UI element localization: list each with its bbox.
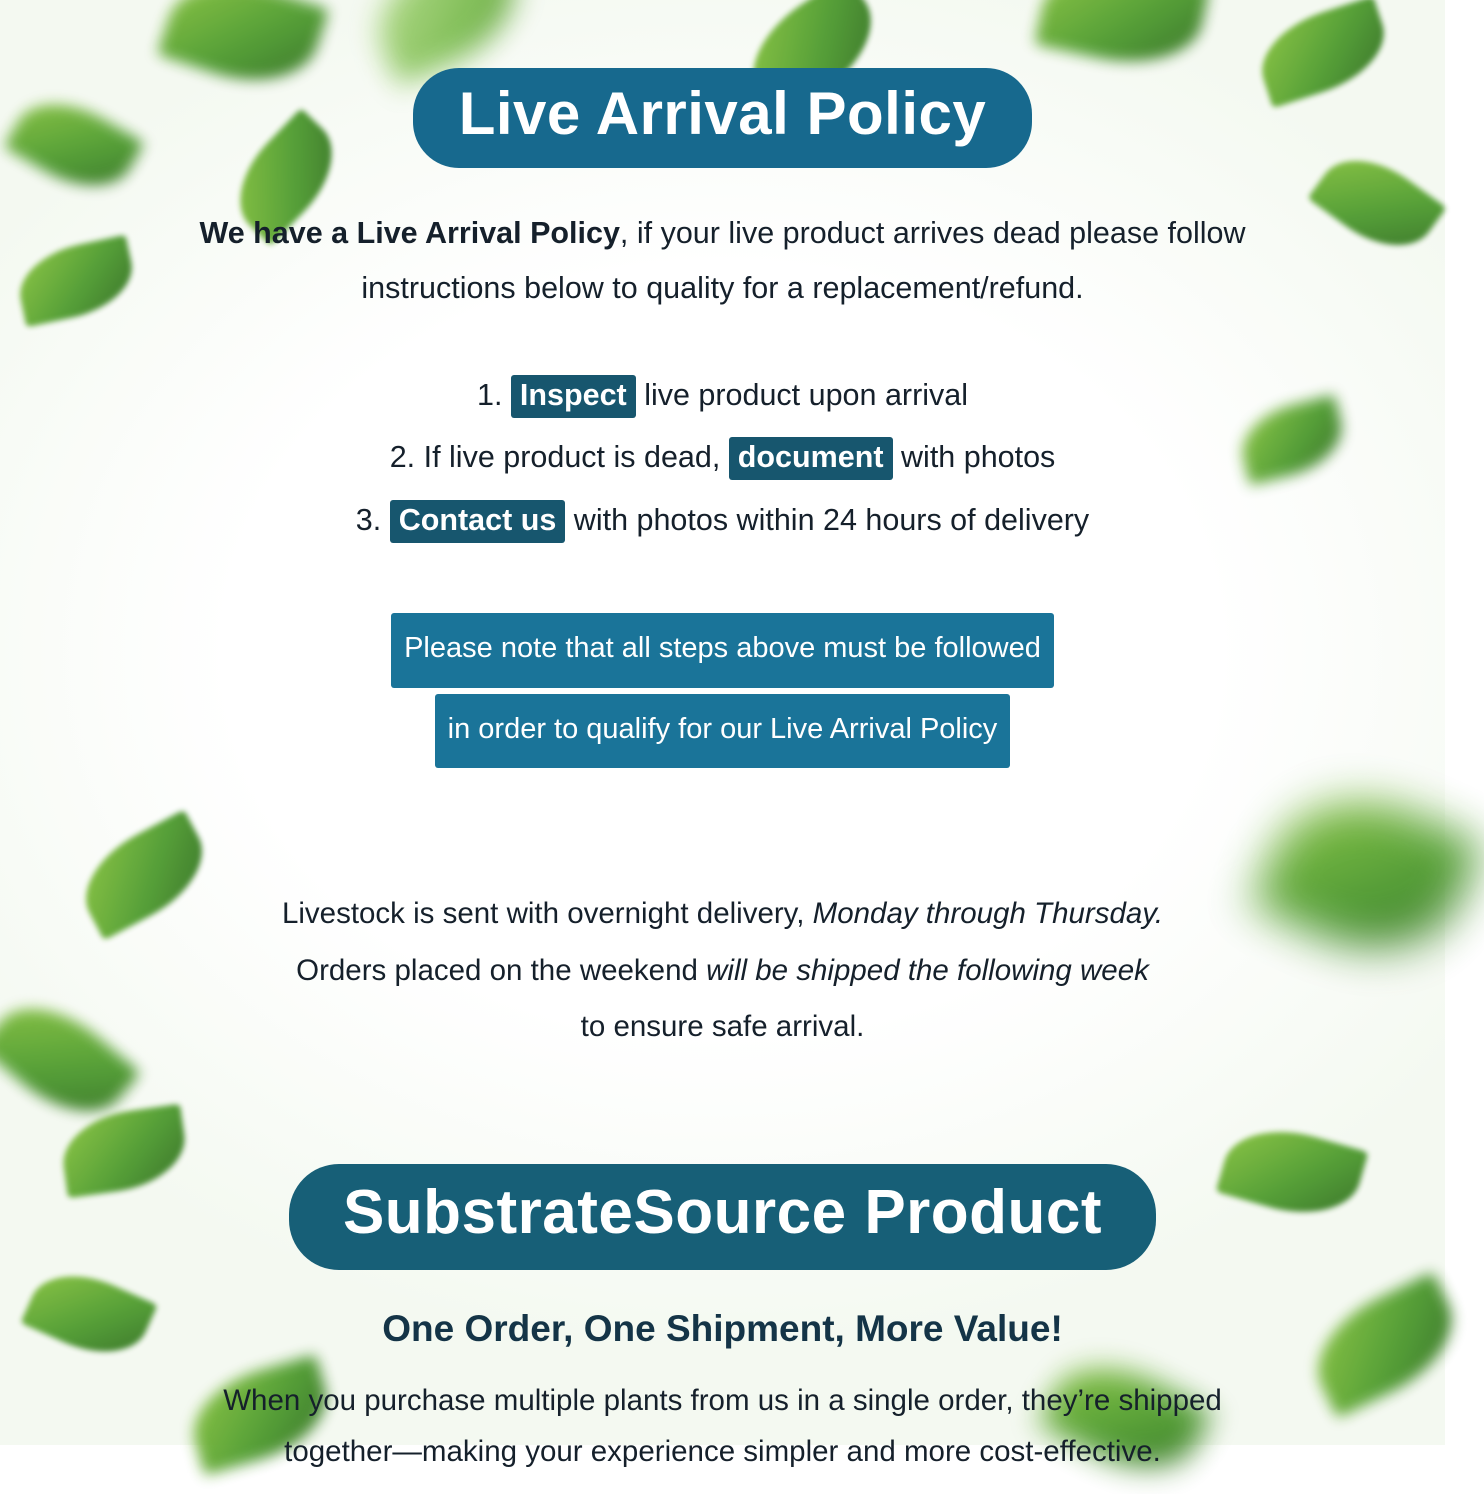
product-body-line-1: When you purchase multiple plants from us in a single order, they’re shipped: [223, 1384, 1222, 1418]
step-highlight: Inspect: [511, 375, 636, 418]
product-body-line-2: together—making your experience simpler and more cost-effective.: [284, 1434, 1161, 1468]
product-section: [0, 1164, 1445, 1477]
shipping-line-2-plain: Orders placed on the weekend: [296, 953, 698, 987]
list-item: [123, 426, 1323, 489]
list-item: [123, 364, 1323, 427]
shipping-info: [183, 886, 1263, 1056]
step-number: 3.: [355, 502, 382, 537]
shipping-line-2-emphasis: will be shipped the following week: [706, 953, 1149, 987]
shipping-line-1: [183, 886, 1263, 943]
product-title: SubstrateSource Product: [289, 1164, 1156, 1270]
policy-note-line-1: Please note that all steps above must be followed: [391, 613, 1054, 687]
shipping-line-1-plain: Livestock is sent with overnight delivery,: [281, 897, 805, 931]
step-after: live product upon arrival: [644, 377, 968, 412]
list-item: [123, 489, 1323, 552]
policy-intro: [158, 206, 1288, 316]
policy-note-line-2: in order to qualify for our Live Arrival Policy: [435, 694, 1011, 768]
step-highlight: document: [729, 437, 893, 480]
step-before: If live product is dead,: [423, 440, 721, 475]
shipping-line-1-emphasis: Monday through Thursday.: [812, 897, 1164, 931]
policy-intro-lead: We have a Live Arrival Policy: [199, 216, 620, 250]
policy-steps-list: [123, 364, 1323, 552]
step-after: with photos within 24 hours of delivery: [573, 502, 1090, 537]
step-after: with photos: [901, 440, 1056, 475]
shipping-line-2: [183, 943, 1263, 1000]
policy-title-wrap: [0, 0, 1445, 168]
policy-note: [123, 613, 1323, 774]
step-number: 1.: [477, 377, 503, 412]
product-body: [163, 1376, 1283, 1477]
step-highlight: Contact us: [390, 500, 566, 543]
policy-intro-rest: , if your live product arrives dead please follow instructions below to quality for a replacement/refund.: [361, 216, 1246, 305]
shipping-line-3: to ensure safe arrival.: [580, 1010, 865, 1044]
page-title: Live Arrival Policy: [413, 68, 1033, 168]
step-number: 2.: [389, 440, 416, 475]
product-subhead: One Order, One Shipment, More Value!: [382, 1308, 1063, 1350]
